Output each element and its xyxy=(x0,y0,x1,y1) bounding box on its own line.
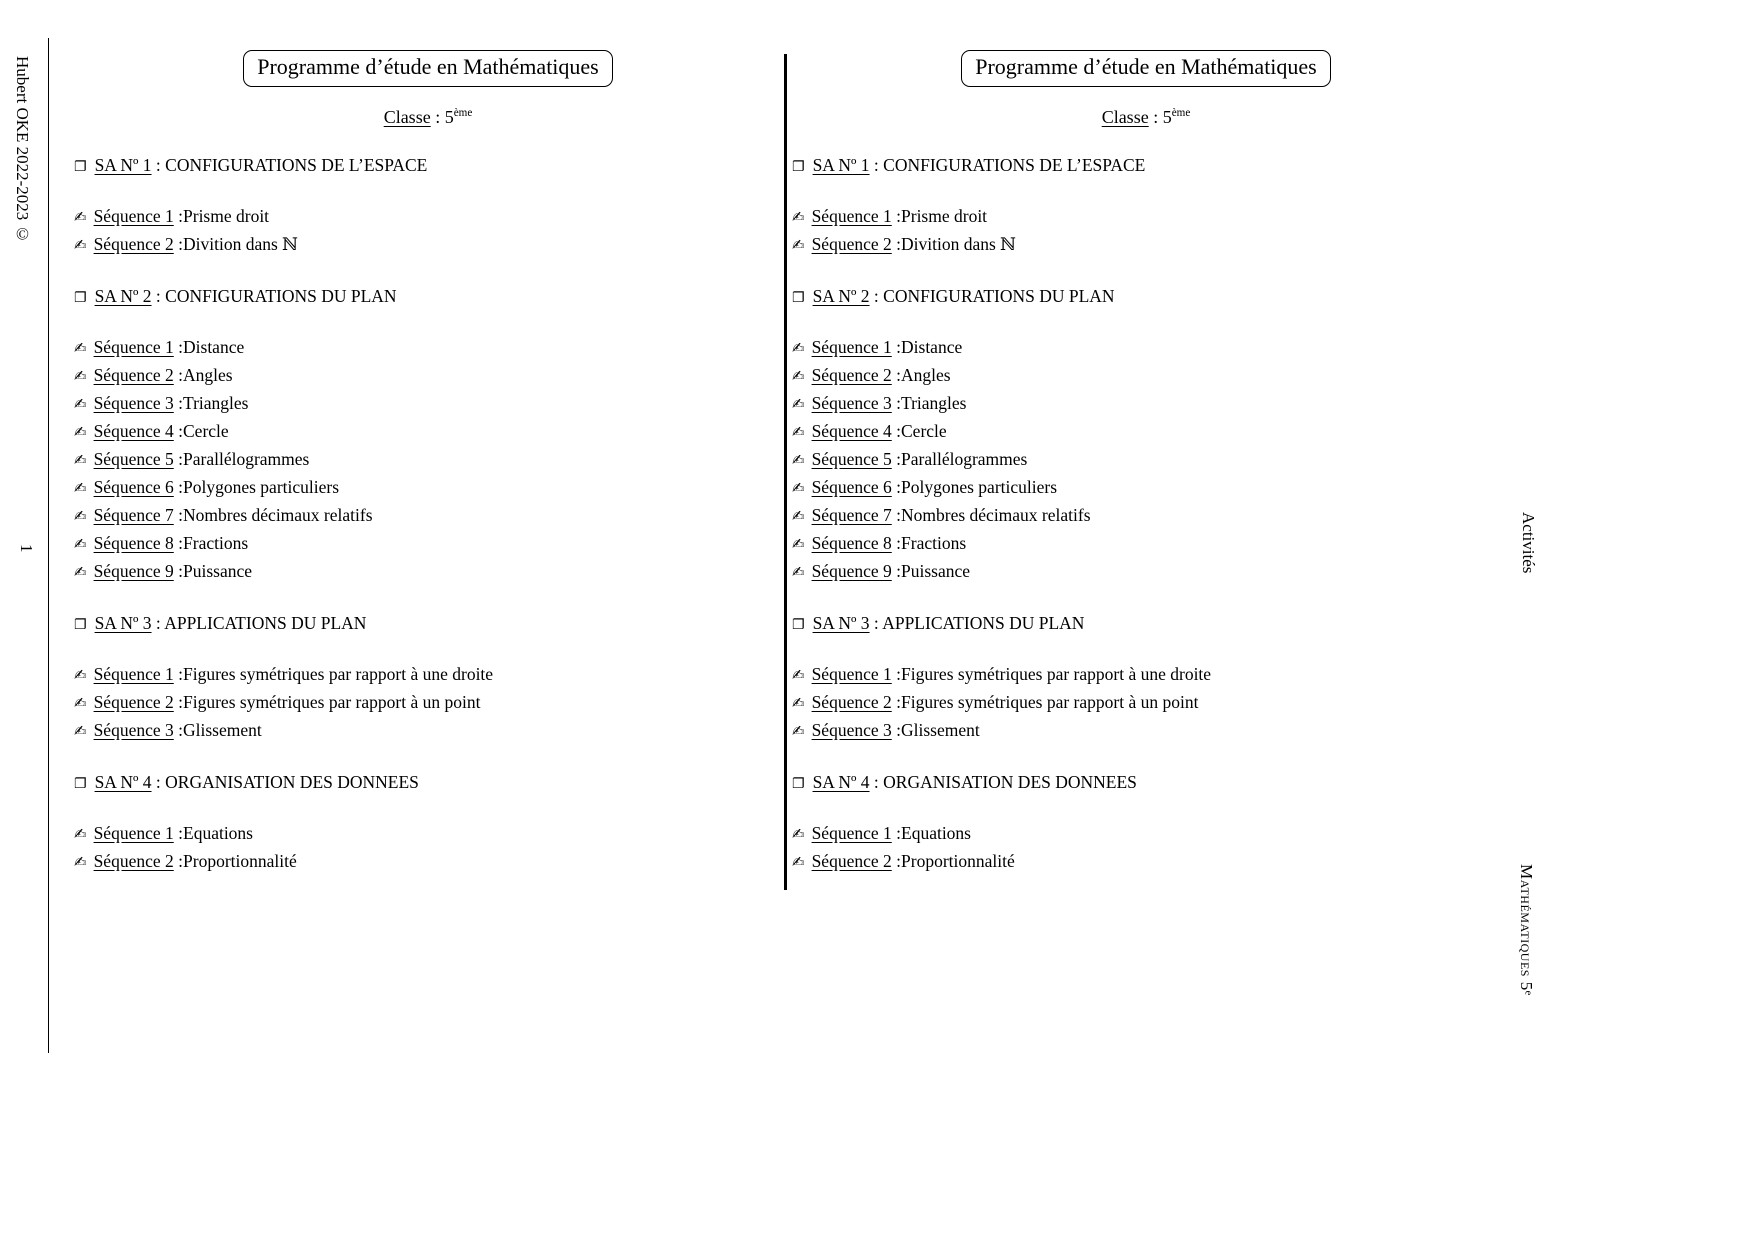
sequence-text: :Prisme droit xyxy=(173,206,270,226)
classe-superscript: ème xyxy=(453,107,473,119)
writing-hand-icon: ✍ xyxy=(792,535,805,553)
sequence-label: Séquence 7 xyxy=(811,505,892,525)
sequence-list xyxy=(74,203,782,259)
sequence-item xyxy=(792,530,1500,558)
sequence-label: Séquence 2 xyxy=(811,365,892,385)
sa-section xyxy=(74,613,782,745)
section-box-icon: ❐ xyxy=(74,290,87,306)
sequence-text: :Fractions xyxy=(891,533,967,553)
sequence-label: Séquence 2 xyxy=(93,851,174,871)
sequence-text: :Angles xyxy=(173,365,233,385)
writing-hand-icon: ✍ xyxy=(792,825,805,843)
sa-title: : CONFIGURATIONS DE L’ESPACE xyxy=(869,155,1146,175)
sequence-label: Séquence 5 xyxy=(93,449,174,469)
sequence-label: Séquence 1 xyxy=(811,206,892,226)
writing-hand-icon: ✍ xyxy=(792,208,805,226)
sequence-text: :Fractions xyxy=(173,533,249,553)
writing-hand-icon: ✍ xyxy=(792,479,805,497)
sa-heading xyxy=(74,613,782,634)
classe-value: 5 xyxy=(444,107,454,127)
sequence-item xyxy=(792,446,1500,474)
sequence-label: Séquence 9 xyxy=(811,561,892,581)
sa-heading xyxy=(74,286,782,307)
sequence-item xyxy=(792,362,1500,390)
sa-label: SA Nº 4 xyxy=(94,772,152,792)
sequence-text: :Cercle xyxy=(173,421,229,441)
writing-hand-icon: ✍ xyxy=(74,423,87,441)
sections-list xyxy=(792,155,1500,876)
sequence-text: :Puissance xyxy=(173,561,253,581)
sequence-text: :Figures symétriques par rapport à un point xyxy=(173,692,481,712)
sequence-label: Séquence 4 xyxy=(811,421,892,441)
sequence-list xyxy=(792,334,1500,586)
sequence-text: :Triangles xyxy=(173,393,249,413)
sequence-label: Séquence 3 xyxy=(93,720,174,740)
sequence-text: :Distance xyxy=(891,337,963,357)
sequence-item xyxy=(792,390,1500,418)
sa-label: SA Nº 1 xyxy=(812,155,870,175)
sequence-item xyxy=(74,231,782,259)
sequence-item xyxy=(792,689,1500,717)
sa-label: SA Nº 4 xyxy=(812,772,870,792)
sa-heading xyxy=(74,155,782,176)
sequence-item xyxy=(792,203,1500,231)
sequence-label: Séquence 2 xyxy=(811,851,892,871)
sequence-label: Séquence 3 xyxy=(811,393,892,413)
sequence-text: :Proportionnalité xyxy=(891,851,1015,871)
sequence-label: Séquence 3 xyxy=(93,393,174,413)
sequence-item xyxy=(792,820,1500,848)
sequence-item xyxy=(792,502,1500,530)
classe-line xyxy=(792,107,1500,128)
sequence-item xyxy=(74,390,782,418)
subject-sidebar-text: Mathématiques 5ᵉ xyxy=(1517,864,1536,996)
sequence-text: :Parallélogrammes xyxy=(173,449,310,469)
sequence-item xyxy=(74,502,782,530)
sequence-text: :Parallélogrammes xyxy=(891,449,1028,469)
sequence-label: Séquence 2 xyxy=(811,234,892,254)
sa-heading xyxy=(792,772,1500,793)
sa-label: SA Nº 3 xyxy=(812,613,870,633)
sequence-list xyxy=(74,820,782,876)
sa-section xyxy=(792,772,1500,876)
classe-value: 5 xyxy=(1162,107,1172,127)
sequence-list xyxy=(792,820,1500,876)
sequence-item xyxy=(74,717,782,745)
sa-section xyxy=(792,286,1500,586)
section-box-icon: ❐ xyxy=(74,617,87,633)
sequence-item xyxy=(74,203,782,231)
writing-hand-icon: ✍ xyxy=(792,563,805,581)
writing-hand-icon: ✍ xyxy=(792,395,805,413)
writing-hand-icon: ✍ xyxy=(74,339,87,357)
page-title-text: Programme d’étude en Mathématiques xyxy=(975,54,1317,79)
sequence-list xyxy=(74,334,782,586)
sequence-text: :Polygones particuliers xyxy=(891,477,1058,497)
sequence-item xyxy=(792,474,1500,502)
column-divider-rule xyxy=(784,54,787,890)
writing-hand-icon: ✍ xyxy=(74,666,87,684)
writing-hand-icon: ✍ xyxy=(74,563,87,581)
sequence-text: :Equations xyxy=(891,823,971,843)
writing-hand-icon: ✍ xyxy=(74,236,87,254)
sa-label: SA Nº 1 xyxy=(94,155,152,175)
sequence-item xyxy=(792,334,1500,362)
sa-title: : CONFIGURATIONS DU PLAN xyxy=(151,286,397,306)
sa-heading xyxy=(792,155,1500,176)
sequence-label: Séquence 9 xyxy=(93,561,174,581)
writing-hand-icon: ✍ xyxy=(792,339,805,357)
sequence-text: :Equations xyxy=(173,823,253,843)
sequence-list xyxy=(792,203,1500,259)
writing-hand-icon: ✍ xyxy=(74,208,87,226)
sa-title: : CONFIGURATIONS DE L’ESPACE xyxy=(151,155,428,175)
sequence-label: Séquence 8 xyxy=(93,533,174,553)
sequence-label: Séquence 1 xyxy=(811,337,892,357)
sequence-label: Séquence 5 xyxy=(811,449,892,469)
sequence-label: Séquence 1 xyxy=(93,206,174,226)
sequence-text: :Nombres décimaux relatifs xyxy=(891,505,1091,525)
section-box-icon: ❐ xyxy=(792,290,805,306)
sequence-item xyxy=(74,820,782,848)
sequence-label: Séquence 8 xyxy=(811,533,892,553)
sa-label: SA Nº 2 xyxy=(812,286,870,306)
page-title-text: Programme d’étude en Mathématiques xyxy=(257,54,599,79)
sequence-text: :Figures symétriques par rapport à une droite xyxy=(891,664,1212,684)
section-box-icon: ❐ xyxy=(792,159,805,175)
sequence-item xyxy=(74,558,782,586)
writing-hand-icon: ✍ xyxy=(74,451,87,469)
classe-separator: : xyxy=(1148,107,1163,127)
section-box-icon: ❐ xyxy=(74,776,87,792)
sa-title: : ORGANISATION DES DONNEES xyxy=(869,772,1137,792)
writing-hand-icon: ✍ xyxy=(792,694,805,712)
section-box-icon: ❐ xyxy=(74,159,87,175)
sequence-label: Séquence 1 xyxy=(93,664,174,684)
writing-hand-icon: ✍ xyxy=(792,507,805,525)
sa-heading xyxy=(74,772,782,793)
writing-hand-icon: ✍ xyxy=(74,367,87,385)
sa-heading xyxy=(792,286,1500,307)
sa-label: SA Nº 2 xyxy=(94,286,152,306)
sequence-label: Séquence 2 xyxy=(93,234,174,254)
sequence-label: Séquence 6 xyxy=(811,477,892,497)
sequence-text: :Divition dans ℕ xyxy=(891,234,1017,254)
sequence-item xyxy=(74,334,782,362)
sequence-label: Séquence 1 xyxy=(93,337,174,357)
sequence-text: :Glissement xyxy=(173,720,262,740)
writing-hand-icon: ✍ xyxy=(792,423,805,441)
sequence-item xyxy=(74,530,782,558)
sequence-label: Séquence 1 xyxy=(811,664,892,684)
writing-hand-icon: ✍ xyxy=(74,395,87,413)
sequence-text: :Proportionnalité xyxy=(173,851,297,871)
program-column-right xyxy=(792,50,1500,876)
sequence-label: Séquence 1 xyxy=(93,823,174,843)
sa-heading xyxy=(792,613,1500,634)
sa-label: SA Nº 3 xyxy=(94,613,152,633)
classe-separator: : xyxy=(430,107,445,127)
writing-hand-icon: ✍ xyxy=(792,451,805,469)
writing-hand-icon: ✍ xyxy=(792,367,805,385)
writing-hand-icon: ✍ xyxy=(74,507,87,525)
writing-hand-icon: ✍ xyxy=(792,722,805,740)
sequence-item xyxy=(792,231,1500,259)
sequence-text: :Distance xyxy=(173,337,245,357)
section-box-icon: ❐ xyxy=(792,617,805,633)
activities-sidebar-text: Activités xyxy=(1519,512,1538,574)
sequence-text: :Prisme droit xyxy=(891,206,988,226)
page-title xyxy=(243,50,613,87)
classe-line xyxy=(74,107,782,128)
sa-section xyxy=(74,772,782,876)
sequence-text: :Polygones particuliers xyxy=(173,477,340,497)
sequence-item xyxy=(74,474,782,502)
sequence-item xyxy=(74,446,782,474)
sections-list xyxy=(74,155,782,876)
sequence-list xyxy=(792,661,1500,745)
writing-hand-icon: ✍ xyxy=(74,853,87,871)
sequence-item xyxy=(792,558,1500,586)
writing-hand-icon: ✍ xyxy=(74,825,87,843)
writing-hand-icon: ✍ xyxy=(74,722,87,740)
program-column-left xyxy=(74,50,782,876)
sa-section xyxy=(74,286,782,586)
writing-hand-icon: ✍ xyxy=(74,479,87,497)
sequence-text: :Triangles xyxy=(891,393,967,413)
sequence-item xyxy=(792,418,1500,446)
left-margin-rule xyxy=(48,38,49,1053)
page-title xyxy=(961,50,1331,87)
author-sidebar-text: Hubert OKE 2022-2023 © xyxy=(13,56,32,244)
classe-label: Classe xyxy=(1101,107,1149,127)
sa-section xyxy=(74,155,782,259)
sequence-label: Séquence 4 xyxy=(93,421,174,441)
sequence-item xyxy=(792,848,1500,876)
sequence-text: :Divition dans ℕ xyxy=(173,234,299,254)
sequence-label: Séquence 3 xyxy=(811,720,892,740)
sequence-text: :Figures symétriques par rapport à un point xyxy=(891,692,1199,712)
sequence-list xyxy=(74,661,782,745)
sa-section xyxy=(792,613,1500,745)
writing-hand-icon: ✍ xyxy=(792,666,805,684)
sequence-item xyxy=(74,362,782,390)
sequence-text: :Puissance xyxy=(891,561,971,581)
sa-title: : APPLICATIONS DU PLAN xyxy=(151,613,367,633)
sa-title: : APPLICATIONS DU PLAN xyxy=(869,613,1085,633)
classe-superscript: ème xyxy=(1171,107,1191,119)
sequence-label: Séquence 1 xyxy=(811,823,892,843)
sequence-item xyxy=(74,418,782,446)
sequence-label: Séquence 7 xyxy=(93,505,174,525)
sa-section xyxy=(792,155,1500,259)
sequence-item xyxy=(74,661,782,689)
sequence-item xyxy=(74,848,782,876)
sequence-label: Séquence 2 xyxy=(93,365,174,385)
classe-label: Classe xyxy=(383,107,431,127)
sequence-text: :Glissement xyxy=(891,720,980,740)
writing-hand-icon: ✍ xyxy=(792,236,805,254)
sa-title: : CONFIGURATIONS DU PLAN xyxy=(869,286,1115,306)
sequence-text: :Angles xyxy=(891,365,951,385)
sequence-text: :Nombres décimaux relatifs xyxy=(173,505,373,525)
writing-hand-icon: ✍ xyxy=(792,853,805,871)
section-box-icon: ❐ xyxy=(792,776,805,792)
writing-hand-icon: ✍ xyxy=(74,694,87,712)
sequence-text: :Figures symétriques par rapport à une droite xyxy=(173,664,494,684)
sequence-item xyxy=(74,689,782,717)
writing-hand-icon: ✍ xyxy=(74,535,87,553)
sequence-label: Séquence 6 xyxy=(93,477,174,497)
sa-title: : ORGANISATION DES DONNEES xyxy=(151,772,419,792)
sequence-item xyxy=(792,717,1500,745)
sequence-text: :Cercle xyxy=(891,421,947,441)
sequence-label: Séquence 2 xyxy=(93,692,174,712)
page-number: 1 xyxy=(17,544,36,553)
sequence-label: Séquence 2 xyxy=(811,692,892,712)
sequence-item xyxy=(792,661,1500,689)
